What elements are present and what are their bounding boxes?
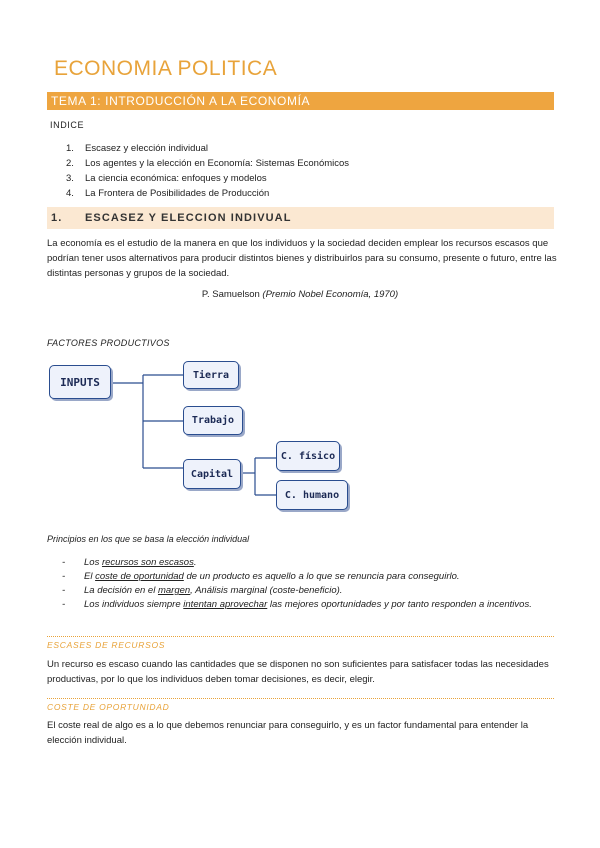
inputs-diagram xyxy=(40,355,380,515)
principles-list xyxy=(62,556,557,612)
tema-bar: TEMA 1: INTRODUCCIÓN A LA ECONOMÍA xyxy=(47,92,554,110)
divider xyxy=(47,698,554,699)
coste-heading: COSTE DE OPORTUNIDAD xyxy=(47,702,170,712)
escases-paragraph: Un recurso es escaso cuando las cantidades que se disponen no son suficientes para satisfacer todas las necesidades productivas, por lo que los individuos deben tomar decisiones, es decir, elegir. xyxy=(47,659,549,685)
section-number: 1. xyxy=(51,212,63,224)
factores-label: FACTORES PRODUCTIVOS xyxy=(47,338,170,348)
definition-paragraph: La economía es el estudio de la manera en que los individuos y la sociedad deciden emplear los recursos escasos que podrían tener usos alternativos para producir distintos bienes y distribuirlos para su consumo, presente o futuro, entre las distintas personas y grupos de la sociedad. xyxy=(47,238,557,279)
page-title: ECONOMIA POLITICA xyxy=(54,57,278,80)
indice-label: INDICE xyxy=(50,120,85,130)
quote-author: P. Samuelson xyxy=(201,289,260,300)
list-item: - La decisión en el margen, Análisis marginal (coste-beneficio). xyxy=(62,585,343,596)
index-item: 3. La ciencia económica: enfoques y modelos xyxy=(66,173,267,184)
section-title: ESCASEZ Y ELECCION INDIVUAL xyxy=(85,212,292,224)
escases-heading: ESCASES DE RECURSOS xyxy=(47,640,166,650)
quote-attribution xyxy=(0,289,600,300)
capital-fisico-box: C. físico xyxy=(276,441,340,471)
section-heading xyxy=(47,207,554,229)
principios-label: Principios en los que se basa la elección individual xyxy=(47,534,250,544)
inputs-box: INPUTS xyxy=(49,365,111,399)
index-item: 1. Escasez y elección individual xyxy=(66,143,209,154)
divider xyxy=(47,636,554,637)
list-item: - El coste de oportunidad de un producto es aquello a lo que se renuncia para conseguirlo. xyxy=(62,571,460,582)
quote-note: (Premio Nobel Economía, 1970) xyxy=(262,289,399,300)
list-item: - Los individuos siempre intentan aprovechar las mejores oportunidades y por tanto responden a incentivos. xyxy=(62,599,532,610)
capital-box: Capital xyxy=(183,459,241,489)
index-list xyxy=(66,141,349,201)
capital-humano-box: C. humano xyxy=(276,480,348,510)
list-item: - Los recursos son escasos. xyxy=(62,557,197,568)
tierra-box: Tierra xyxy=(183,361,239,389)
index-item: 2. Los agentes y la elección en Economía: Sistemas Económicos xyxy=(66,158,350,169)
trabajo-box: Trabajo xyxy=(183,406,243,435)
index-item: 4. La Frontera de Posibilidades de Producción xyxy=(66,188,270,199)
coste-paragraph: El coste real de algo es a lo que debemos renunciar para conseguirlo, y es un factor fundamental para entender la elección individual. xyxy=(47,720,529,746)
